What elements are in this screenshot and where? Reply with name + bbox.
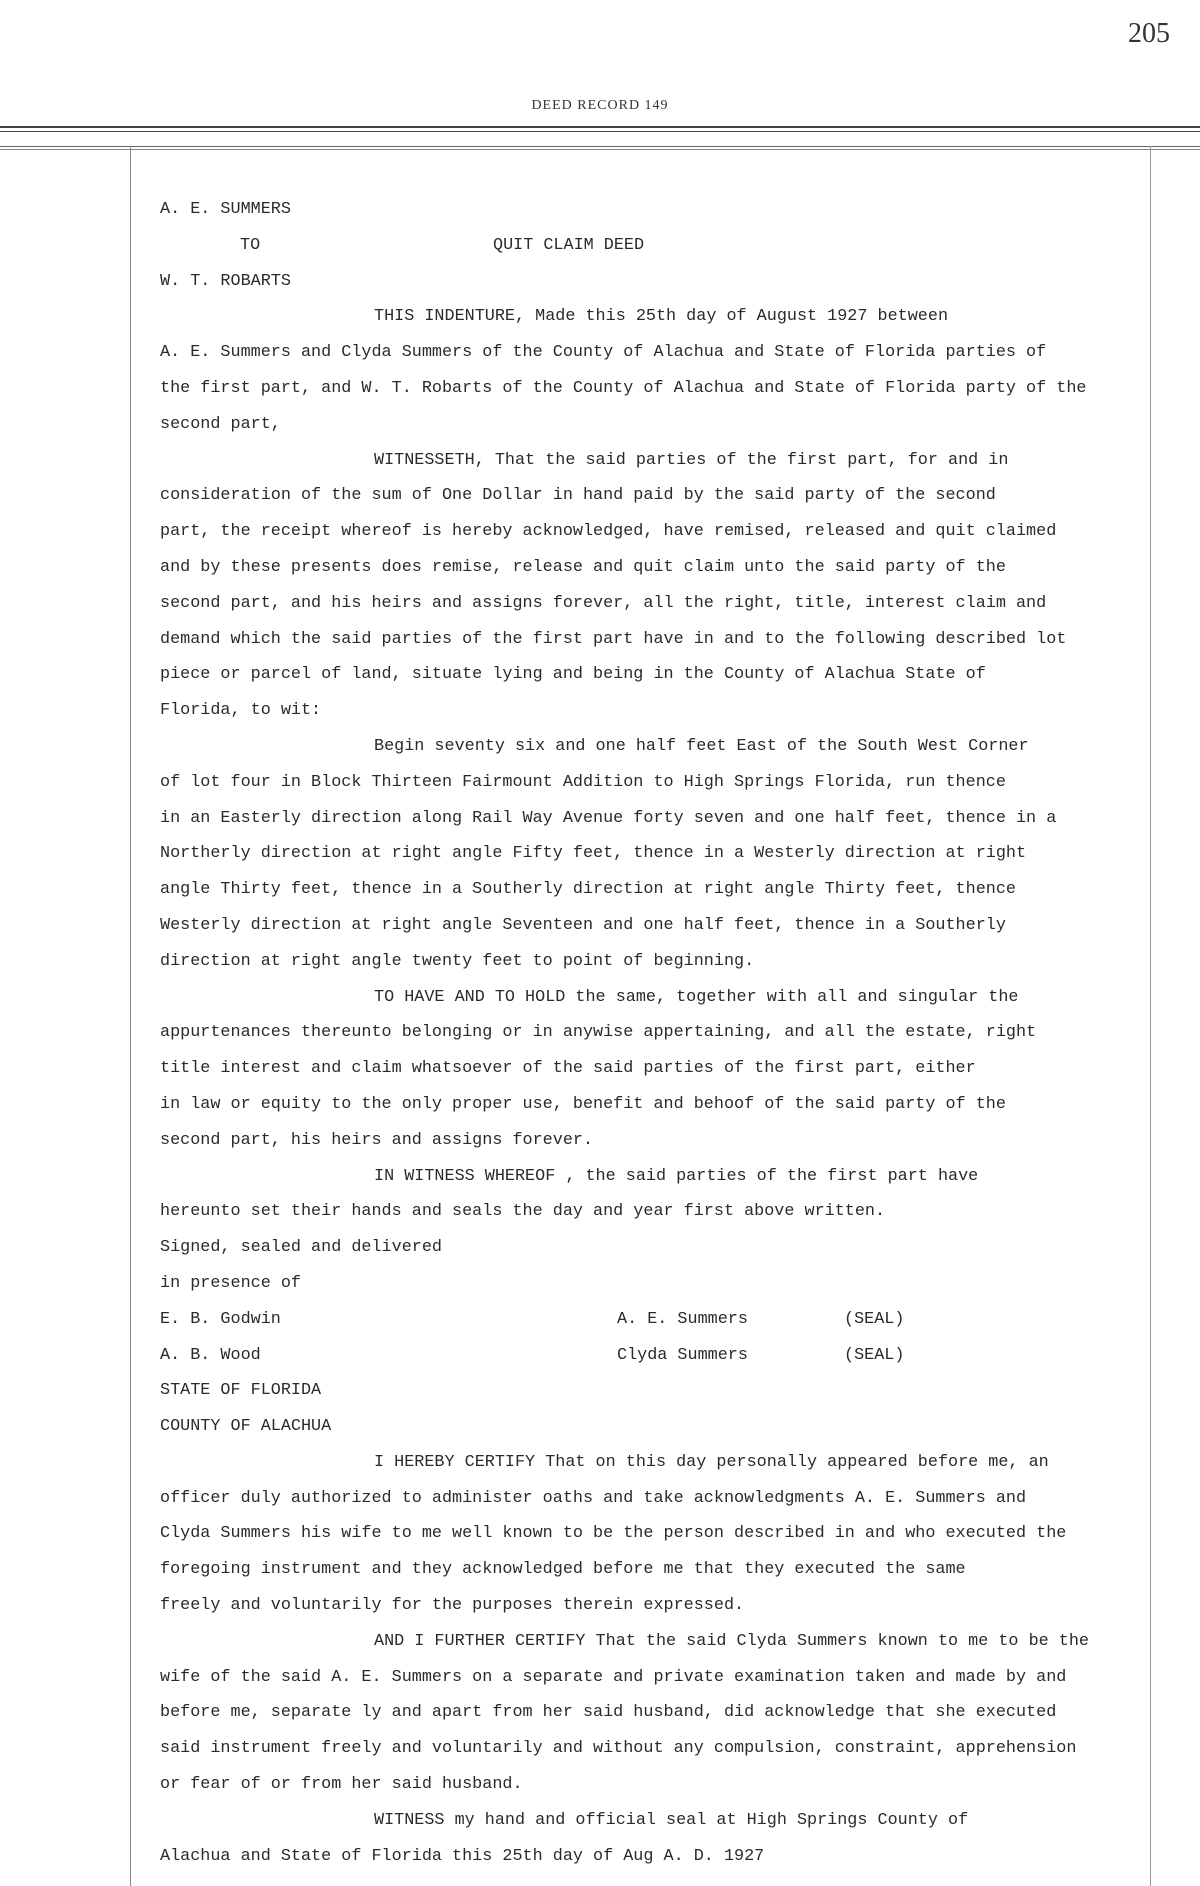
text-line: or fear of or from her said husband. xyxy=(160,1775,523,1795)
header-rule-top xyxy=(0,126,1200,128)
text-line: WITNESS my hand and official seal at High Springs County of xyxy=(374,1810,969,1830)
text-line: of lot four in Block Thirteen Fairmount Addition to High Springs Florida, run thence xyxy=(160,772,1006,792)
signer-name: A. E. Summers xyxy=(617,1309,748,1329)
text-line: AND I FURTHER CERTIFY That the said Clyda Summers known to me to be the xyxy=(374,1631,1089,1651)
text-line: in an Easterly direction along Rail Way Avenue forty seven and one half feet, thence in a xyxy=(160,808,1057,828)
text-line: I HEREBY CERTIFY That on this day personally appeared before me, an xyxy=(374,1452,1049,1472)
text-line: the first part, and W. T. Robarts of the County of Alachua and State of Florida party of the xyxy=(160,378,1087,398)
text-line: in law or equity to the only proper use, benefit and behoof of the said party of the xyxy=(160,1094,1006,1114)
signer-name: Clyda Summers xyxy=(617,1345,748,1365)
text-line: Clyda Summers his wife to me well known to be the person described in and who executed the xyxy=(160,1524,1067,1544)
text-line: WITNESSETH, That the said parties of the first part, for and in xyxy=(374,450,1009,470)
text-line: consideration of the sum of One Dollar in hand paid by the said party of the second xyxy=(160,486,996,506)
text-line: second part, and his heirs and assigns forever, all the right, title, interest claim and xyxy=(160,593,1047,613)
text-line: Florida, to wit: xyxy=(160,701,322,721)
text-line: appurtenances thereunto belonging or in anywise appertaining, and all the estate, right xyxy=(160,1023,1037,1043)
deed-type-title: QUIT CLAIM DEED xyxy=(493,235,645,255)
venue-county: COUNTY OF ALACHUA xyxy=(160,1417,332,1437)
page-number: 205 xyxy=(1128,18,1170,49)
text-line: wife of the said A. E. Summers on a separate and private examination taken and made by and xyxy=(160,1667,1067,1687)
text-line: IN WITNESS WHEREOF , the said parties of the first part have xyxy=(374,1166,979,1186)
grantor-name: A. E. SUMMERS xyxy=(160,200,291,219)
text-line: angle Thirty feet, thence in a Southerly direction at right angle Thirty feet, thence xyxy=(160,880,1016,900)
text-line: direction at right angle twenty feet to point of beginning. xyxy=(160,951,755,971)
text-line: second part, xyxy=(160,414,281,434)
text-line: said instrument freely and voluntarily and without any compulsion, constraint, apprehension xyxy=(160,1739,1077,1759)
text-line: freely and voluntarily for the purposes therein expressed. xyxy=(160,1596,745,1616)
header-rule-second xyxy=(0,131,1200,132)
header-rule-fourth xyxy=(0,149,1200,150)
grantee-name: W. T. ROBARTS xyxy=(160,271,291,291)
text-line: title interest and claim whatsoever of the said parties of the first part, either xyxy=(160,1059,976,1079)
seal-label: (SEAL) xyxy=(844,1345,905,1365)
text-line: Begin seventy six and one half feet East of the South West Corner xyxy=(374,736,1029,756)
text-line: Westerly direction at right angle Seventeen and one half feet, thence in a Southerly xyxy=(160,915,1006,935)
text-line: Alachua and State of Florida this 25th day of Aug A. D. 1927 xyxy=(160,1846,765,1866)
witness-name: E. B. Godwin xyxy=(160,1309,281,1329)
signature-row xyxy=(160,1302,1145,1338)
text-line: THIS INDENTURE, Made this 25th day of August 1927 between xyxy=(374,307,949,327)
text-line: before me, separate ly and apart from her said husband, did acknowledge that she executed xyxy=(160,1703,1057,1723)
text-line: TO HAVE AND TO HOLD the same, together with all and singular the xyxy=(374,987,1019,1007)
seal-label: (SEAL) xyxy=(844,1309,905,1329)
text-line: demand which the said parties of the first part have in and to the following described lot xyxy=(160,629,1067,649)
left-margin-line xyxy=(130,146,131,1886)
text-line: part, the receipt whereof is hereby acknowledged, have remised, released and quit claimed xyxy=(160,522,1057,542)
signature-row xyxy=(160,1338,1145,1374)
deed-content xyxy=(160,192,1145,1874)
text-line: and by these presents does remise, release and quit claim unto the said party of the xyxy=(160,557,1006,577)
witness-name: A. B. Wood xyxy=(160,1345,261,1365)
text-line: second part, his heirs and assigns forever. xyxy=(160,1130,594,1150)
text-line: piece or parcel of land, situate lying and being in the County of Alachua State of xyxy=(160,665,986,685)
text-line: foregoing instrument and they acknowledged before me that they executed the same xyxy=(160,1560,966,1580)
record-title: DEED RECORD 149 xyxy=(531,98,669,113)
to-line xyxy=(160,228,1145,264)
header-rule-third xyxy=(0,146,1200,147)
text-line: hereunto set their hands and seals the day and year first above written. xyxy=(160,1202,886,1222)
signed-sealed-line: Signed, sealed and delivered xyxy=(160,1238,442,1258)
in-presence-line: in presence of xyxy=(160,1273,301,1293)
text-line: A. E. Summers and Clyda Summers of the County of Alachua and State of Florida parties of xyxy=(160,343,1047,363)
right-margin-line xyxy=(1150,146,1151,1886)
venue-state: STATE OF FLORIDA xyxy=(160,1381,322,1401)
to-word: TO xyxy=(240,235,261,255)
text-line: officer duly authorized to administer oaths and take acknowledgments A. E. Summers and xyxy=(160,1488,1027,1508)
text-line: Northerly direction at right angle Fifty feet, thence in a Westerly direction at right xyxy=(160,844,1027,864)
